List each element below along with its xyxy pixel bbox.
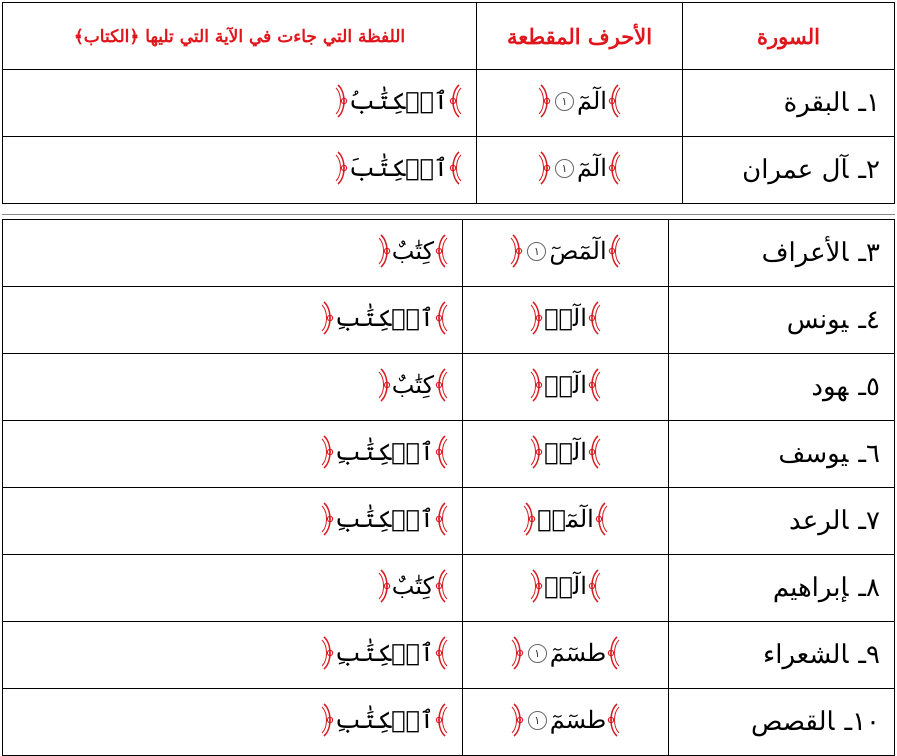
surah-number: ٦ — [866, 439, 880, 469]
word-cell — [3, 354, 463, 421]
ornate-bracket-close-icon — [321, 435, 335, 469]
ornate-bracket-open-icon — [448, 84, 462, 118]
table-separator-line — [2, 214, 895, 215]
separator-dash: ـ — [858, 573, 867, 603]
surah-cell — [669, 354, 895, 421]
ornate-bracket-open-icon — [607, 234, 621, 268]
word-cell — [3, 488, 463, 555]
letters-cell — [463, 287, 669, 354]
letters-cell — [463, 555, 669, 622]
quran-word: الٓرۚ — [544, 304, 587, 332]
quran-text — [321, 301, 448, 335]
ornate-bracket-close-icon — [538, 151, 552, 185]
quran-text — [378, 368, 448, 402]
surah-name: يونس — [786, 305, 849, 335]
separator-dash: ـ — [858, 155, 867, 185]
ayah-number-icon: ١ — [555, 159, 574, 178]
ornate-bracket-close-icon — [378, 234, 392, 268]
surah-name: هود — [811, 372, 849, 402]
ayah-number-icon: ١ — [555, 92, 574, 111]
ornate-bracket-open-icon — [607, 151, 621, 185]
quran-text — [321, 435, 448, 469]
ornate-bracket-close-icon — [321, 636, 335, 670]
quran-text — [511, 636, 620, 670]
ornate-bracket-close-icon — [335, 151, 349, 185]
surah-name: البقرة — [783, 88, 849, 118]
letters-cell — [463, 488, 669, 555]
ornate-bracket-close-icon — [378, 569, 392, 603]
ornate-bracket-close-icon — [523, 502, 537, 536]
word-cell — [3, 220, 463, 287]
surah-number: ٥ — [866, 372, 880, 402]
separator-dash: ـ — [858, 439, 867, 469]
ornate-bracket-open-icon — [434, 502, 448, 536]
ornate-bracket-close-icon — [530, 569, 544, 603]
word-cell — [3, 421, 463, 488]
table-row — [3, 70, 895, 137]
ornate-bracket-close-icon — [530, 368, 544, 402]
surah-cell — [683, 70, 895, 137]
surah-cell — [669, 421, 895, 488]
quran-word: الٓمٓصٓ — [549, 237, 607, 265]
ornate-bracket-open-icon — [587, 435, 601, 469]
table-bottom-body — [3, 220, 895, 756]
quran-text — [378, 569, 448, 603]
quran-text — [335, 84, 462, 118]
quran-word: ٱلۡكِتَٰبِ — [334, 304, 434, 332]
quran-text — [321, 636, 448, 670]
separator-dash: ـ — [844, 707, 853, 737]
header-word: اللفظة التي جاءت في الآية التي تليها ﴿الكتاب﴾ — [3, 3, 477, 70]
ornate-bracket-close-icon — [378, 368, 392, 402]
separator-dash: ـ — [858, 640, 867, 670]
quran-text — [335, 151, 462, 185]
surah-name: الأعراف — [761, 238, 849, 268]
ornate-bracket-open-icon — [434, 636, 448, 670]
surah-number: ٨ — [866, 573, 880, 603]
ornate-bracket-close-icon — [511, 636, 525, 670]
ornate-bracket-open-icon — [448, 151, 462, 185]
ayah-number-icon: ١ — [528, 711, 547, 730]
quran-word: الٓرۚ — [544, 438, 587, 466]
ornate-bracket-open-icon — [594, 502, 608, 536]
surah-name: القصص — [751, 707, 835, 737]
table-row — [3, 421, 895, 488]
quran-text — [530, 368, 601, 402]
quran-word: الٓرۚ — [544, 572, 587, 600]
surah-name: إبراهيم — [772, 573, 849, 603]
quran-text — [530, 301, 601, 335]
ornate-bracket-close-icon — [321, 502, 335, 536]
quran-word: كِتَٰبٌ — [391, 572, 434, 600]
quran-text — [530, 435, 601, 469]
ornate-bracket-open-icon — [434, 301, 448, 335]
quran-word: كِتَٰبٌ — [391, 237, 434, 265]
quran-text — [523, 502, 608, 536]
ornate-bracket-open-icon — [587, 569, 601, 603]
ornate-bracket-close-icon — [335, 84, 349, 118]
surah-cell — [683, 137, 895, 204]
letters-cell — [477, 137, 683, 204]
surah-name: الشعراء — [763, 640, 849, 670]
surah-name: الرعد — [789, 506, 849, 536]
quran-word: ٱلۡكِتَٰبِ — [334, 639, 434, 667]
quran-text — [510, 234, 620, 268]
separator-dash: ـ — [858, 506, 867, 536]
letters-cell — [463, 220, 669, 287]
word-cell — [3, 689, 463, 756]
surah-number: ٣ — [866, 238, 880, 268]
ornate-bracket-open-icon — [434, 435, 448, 469]
header-letters: الأحرف المقطعة — [477, 3, 683, 70]
letters-cell — [463, 689, 669, 756]
ornate-bracket-close-icon — [538, 84, 552, 118]
table-bottom — [2, 219, 895, 756]
quran-text — [511, 703, 620, 737]
surah-number: ٧ — [866, 506, 880, 536]
ornate-bracket-open-icon — [434, 569, 448, 603]
ornate-bracket-close-icon — [321, 301, 335, 335]
surah-number: ١٠ — [852, 707, 880, 737]
letters-cell — [463, 421, 669, 488]
header-row — [3, 3, 895, 70]
table-row — [3, 488, 895, 555]
separator-dash: ـ — [858, 88, 867, 118]
table-row — [3, 137, 895, 204]
ornate-bracket-close-icon — [530, 301, 544, 335]
quran-word: ٱلۡكِتَٰبِ — [334, 706, 434, 734]
letters-cell — [463, 354, 669, 421]
word-cell — [3, 555, 463, 622]
quran-word: الٓمٓرۚ — [537, 505, 594, 533]
ornate-bracket-close-icon — [511, 703, 525, 737]
surah-cell — [669, 555, 895, 622]
table-gap — [0, 206, 897, 219]
word-cell — [3, 137, 477, 204]
quran-word: الٓمٓ — [577, 87, 607, 115]
table-row — [3, 555, 895, 622]
surah-name: آل عمران — [742, 155, 849, 185]
separator-dash: ـ — [858, 305, 867, 335]
table-row — [3, 220, 895, 287]
quran-word: ٱلۡكِتَٰبِ — [334, 505, 434, 533]
surah-cell — [669, 220, 895, 287]
table-row — [3, 622, 895, 689]
surah-number: ٩ — [866, 640, 880, 670]
ornate-bracket-open-icon — [587, 368, 601, 402]
letters-cell — [463, 622, 669, 689]
ornate-bracket-close-icon — [530, 435, 544, 469]
ornate-bracket-open-icon — [434, 368, 448, 402]
table-row — [3, 287, 895, 354]
ornate-bracket-close-icon — [321, 703, 335, 737]
quran-word: طسٓمٓ — [549, 706, 607, 734]
surah-cell — [669, 689, 895, 756]
quran-word: ٱلۡكِتَٰبِ — [334, 438, 434, 466]
quran-text — [530, 569, 601, 603]
quran-text — [538, 151, 621, 185]
surah-number: ١ — [866, 88, 880, 118]
ornate-bracket-open-icon — [606, 703, 620, 737]
table-row — [3, 689, 895, 756]
table-top — [2, 2, 895, 204]
ornate-bracket-open-icon — [434, 703, 448, 737]
ornate-bracket-close-icon — [510, 234, 524, 268]
surah-cell — [669, 287, 895, 354]
word-cell — [3, 70, 477, 137]
surah-cell — [669, 488, 895, 555]
letters-cell — [477, 70, 683, 137]
quran-text — [321, 502, 448, 536]
ornate-bracket-open-icon — [606, 636, 620, 670]
ornate-bracket-open-icon — [607, 84, 621, 118]
ayah-number-icon: ١ — [527, 242, 546, 261]
quran-text — [321, 703, 448, 737]
quran-word: طسٓمٓ — [549, 639, 607, 667]
quran-word: كِتَٰبٌ — [391, 371, 434, 399]
ornate-bracket-open-icon — [587, 301, 601, 335]
quran-word: ٱلۡكِتَٰبُ — [348, 87, 448, 115]
surah-number: ٢ — [866, 155, 880, 185]
surah-number: ٤ — [866, 305, 880, 335]
table-row — [3, 354, 895, 421]
word-cell — [3, 287, 463, 354]
quran-word: ٱلۡكِتَٰبَ — [348, 154, 448, 182]
quran-word: الٓمٓ — [577, 154, 607, 182]
ornate-bracket-open-icon — [434, 234, 448, 268]
table-top-body — [3, 70, 895, 204]
ayah-number-icon: ١ — [528, 644, 547, 663]
surah-cell — [669, 622, 895, 689]
surah-name: يوسف — [778, 439, 849, 469]
separator-dash: ـ — [858, 372, 867, 402]
header-surah: السورة — [683, 3, 895, 70]
word-cell — [3, 622, 463, 689]
separator-dash: ـ — [858, 238, 867, 268]
quran-text — [378, 234, 448, 268]
quran-word: الٓرۚ — [544, 371, 587, 399]
quran-text — [538, 84, 621, 118]
